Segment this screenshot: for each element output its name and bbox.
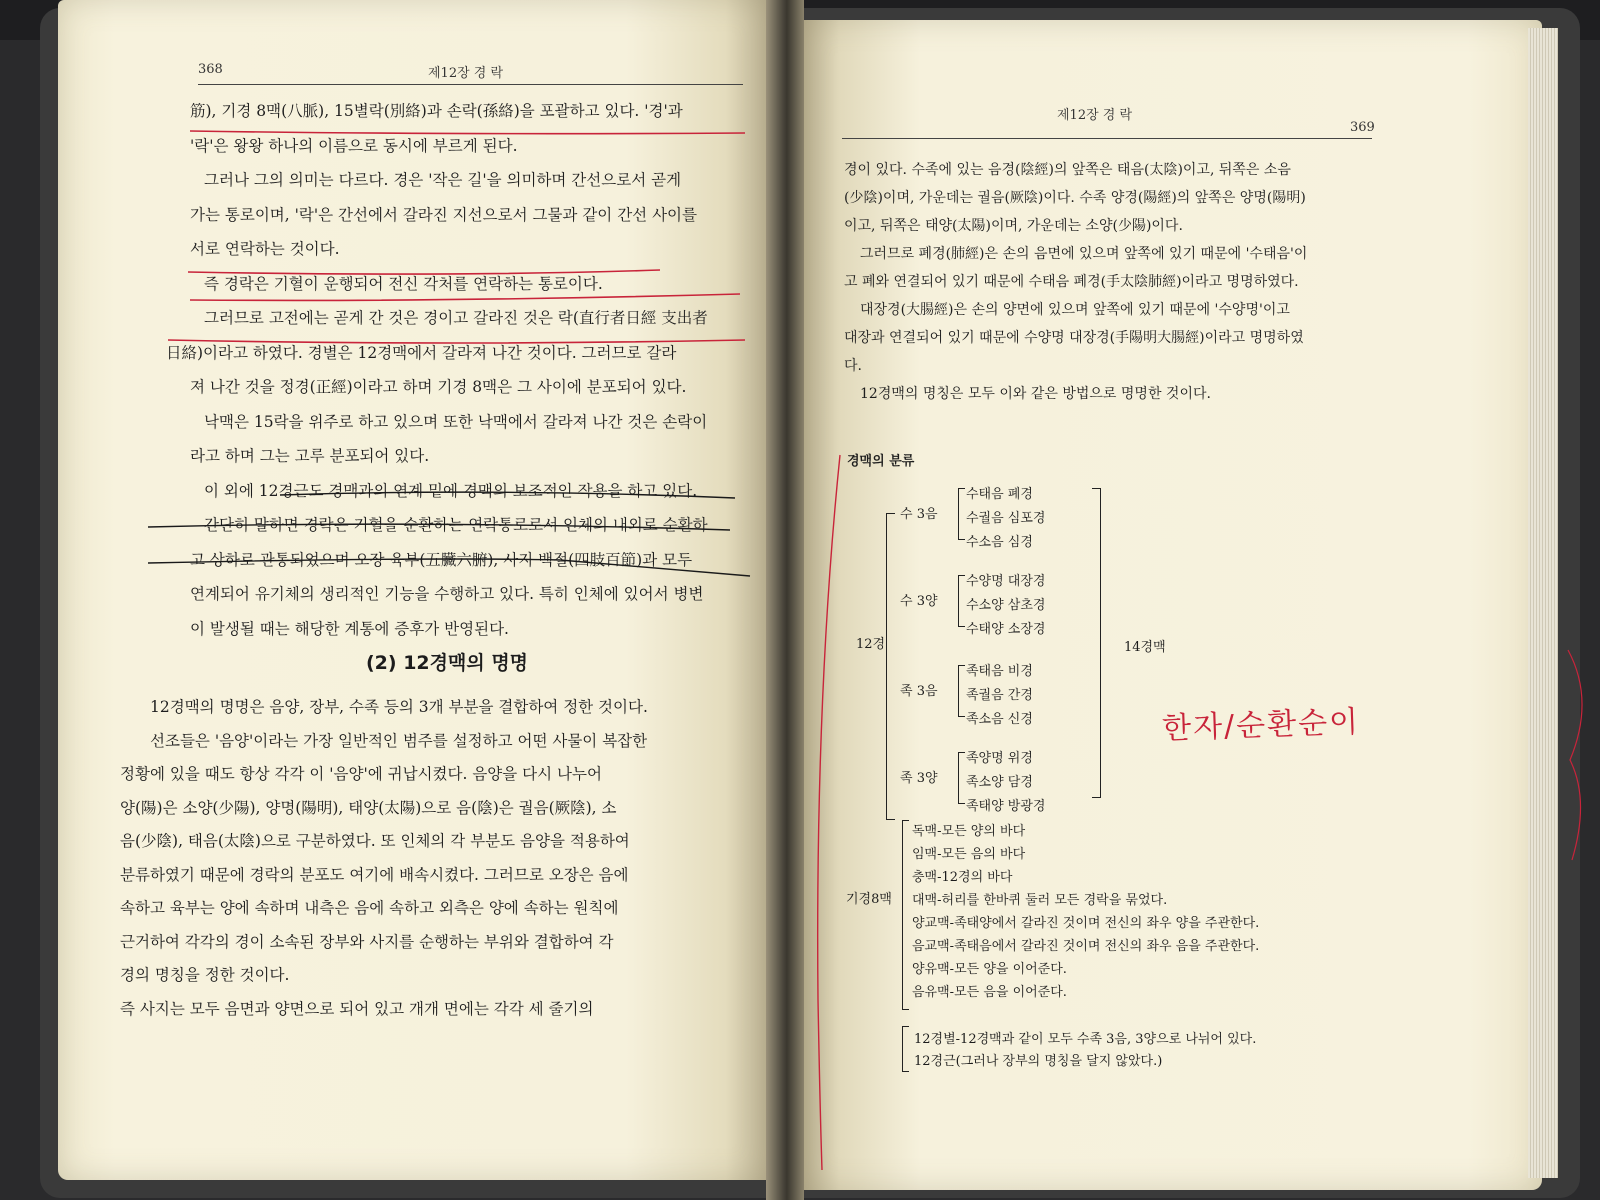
diagram-meridian-item: 수양명 대장경 — [966, 574, 1046, 589]
diagram-meridian-item: 수궐음 심포경 — [966, 511, 1046, 526]
left-text-line: 속하고 육부는 양에 속하며 내측은 음에 속하고 외측은 양에 속하는 원칙에 — [120, 899, 619, 917]
diagram-meridian-item: 족양명 위경 — [966, 751, 1033, 766]
right-text-line: 그러므로 폐경(肺經)은 손의 음면에 있으며 앞쪽에 있기 때문에 '수태음'이 — [860, 246, 1308, 262]
diagram-meridian-item: 족소양 담경 — [966, 775, 1033, 790]
right-text-line: 고 폐와 연결되어 있기 때문에 수태음 폐경(手太陰肺經)이라고 명명하였다. — [844, 274, 1299, 290]
left-text-line: 가는 통로이며, '락'은 간선에서 갈라진 지선으로서 그물과 같이 간선 사이를 — [190, 205, 697, 224]
brace-group-3 — [958, 665, 965, 717]
left-text-line: 그러므로 고전에는 곧게 간 것은 경이고 갈라진 것은 락(直行者日經 支出者 — [204, 309, 708, 327]
left-text-line: 낙맥은 15락을 위주로 하고 있으며 또한 낙맥에서 갈라져 나간 것은 손락이 — [204, 412, 708, 431]
diagram-meridian-item: 수태음 폐경 — [966, 487, 1033, 502]
brace-group-1 — [958, 488, 965, 540]
left-text-line: 연계되어 유기체의 생리적인 기능을 수행하고 있다. 특히 인체에 있어서 병변 — [190, 585, 704, 603]
section-heading: (2) 12경맥의 명명 — [366, 652, 529, 674]
left-page-number: 368 — [198, 62, 223, 77]
left-text-line: 즉 사지는 모두 음면과 양면으로 되어 있고 개개 면에는 각각 세 줄기의 — [120, 999, 594, 1018]
left-text-line: 간단히 말하면 경락은 기혈을 순환하는 연락통로로서 인체의 내외로 순환하 — [204, 516, 708, 534]
diagram-meridian-item: 족소음 신경 — [966, 712, 1033, 727]
left-text-line: 져 나간 것을 정경(正經)이라고 하며 기경 8맥은 그 사이에 분포되어 있다. — [190, 378, 687, 396]
right-text-line: (少陰)이며, 가운데는 궐음(厥陰)이다. 수족 양경(陽經)의 앞쪽은 양명(陽明) — [844, 190, 1306, 206]
diagram-root-label: 12경 — [856, 637, 886, 652]
diagram-extra-item: 음유맥-모든 음을 이어준다. — [912, 985, 1067, 1000]
diagram-footer-item: 12경근(그러나 장부의 명칭을 달지 않았다.) — [914, 1054, 1163, 1069]
left-text-line: 그러나 그의 의미는 다르다. 경은 '작은 길'을 의미하며 간선으로서 곧게 — [204, 171, 682, 189]
right-text-line: 다. — [844, 358, 862, 374]
right-page-number: 369 — [1350, 120, 1375, 135]
left-text-line: 이 외에 12경근도 경맥과의 연계 밑에 경맥의 보조적인 작용을 하고 있다. — [204, 481, 698, 500]
right-page — [802, 20, 1542, 1190]
left-text-line: 고 상하로 관통되었으며 오장 육부(五臟六腑), 사지 백절(四肢百節)과 모두 — [190, 550, 693, 569]
classification-subheading: 경맥의 분류 — [847, 454, 915, 469]
diagram-group-label: 수 3음 — [900, 507, 938, 522]
brace-extra-meridians — [902, 820, 909, 1010]
left-text-line: 이 발생될 때는 해당한 계통에 증후가 반영된다. — [190, 619, 509, 638]
left-text-line: 12경맥의 명명은 음양, 장부, 수족 등의 3개 부분을 결합하여 정한 것이다. — [150, 698, 648, 716]
book-gutter — [766, 0, 804, 1200]
left-text-line: 筋), 기경 8맥(八脈), 15별락(別絡)과 손락(孫絡)을 포괄하고 있다. '경'과 — [190, 102, 683, 120]
diagram-group-label: 족 3양 — [900, 771, 938, 786]
diagram-extra-item: 충맥-12경의 바다 — [912, 870, 1013, 885]
brace-14-meridians — [1092, 488, 1101, 798]
left-text-line: 양(陽)은 소양(少陽), 양명(陽明), 태양(太陽)으로 음(陰)은 궐음(厥陰), 소 — [120, 798, 617, 817]
brace-footer — [902, 1026, 909, 1072]
handwritten-note: 한자/순환순이 — [1161, 704, 1361, 747]
diagram-extra-item: 음교맥-족태음에서 갈라진 것이며 전신의 좌우 음을 주관한다. — [912, 939, 1260, 954]
right-text-line: 이고, 뒤쪽은 태양(太陽)이며, 가운데는 소양(少陽)이다. — [844, 218, 1183, 234]
left-text-line: 정황에 있을 때도 항상 각각 이 '음양'에 귀납시켰다. 음양을 다시 나누어 — [120, 765, 602, 783]
diagram-meridian-item: 족태음 비경 — [966, 664, 1033, 679]
diagram-meridian-item: 족궐음 간경 — [966, 688, 1033, 703]
brace-group-4 — [958, 752, 965, 804]
diagram-meridian-item: 수소양 삼초경 — [966, 598, 1046, 613]
right-header-rule — [842, 138, 1372, 139]
diagram-footer-item: 12경별-12경맥과 같이 모두 수족 3음, 3양으로 나뉘어 있다. — [914, 1032, 1257, 1047]
diagram-extra-label: 기경8맥 — [846, 892, 892, 907]
left-page — [58, 0, 768, 1180]
diagram-meridian-item: 족태양 방광경 — [966, 799, 1046, 814]
brace-group-2 — [958, 575, 965, 627]
right-text-line: 대장경(大腸經)은 손의 양면에 있으며 앞쪽에 있기 때문에 '수양명'이고 — [860, 302, 1290, 318]
diagram-total-label: 14경맥 — [1124, 640, 1166, 655]
brace-12-meridians — [886, 513, 895, 820]
left-text-line: 경의 명칭을 정한 것이다. — [120, 966, 290, 984]
diagram-extra-item: 임맥-모든 음의 바다 — [912, 847, 1026, 862]
page-edges — [1528, 28, 1558, 1178]
diagram-meridian-item: 수소음 심경 — [966, 535, 1033, 550]
diagram-extra-item: 대맥-허리를 한바퀴 둘러 모든 경락을 묶었다. — [912, 893, 1168, 908]
left-text-line: 서로 연락하는 것이다. — [190, 240, 340, 258]
diagram-extra-item: 양유맥-모든 양을 이어준다. — [912, 962, 1067, 977]
diagram-meridian-item: 수태양 소장경 — [966, 622, 1046, 637]
left-text-line: '락'은 왕왕 하나의 이름으로 동시에 부르게 된다. — [190, 136, 518, 155]
left-text-line: 라고 하며 그는 고루 분포되어 있다. — [190, 447, 430, 465]
left-text-line: 선조들은 '음양'이라는 가장 일반적인 범주를 설정하고 어떤 사물이 복잡한 — [150, 731, 648, 750]
left-text-line: 즉 경락은 기혈이 운행되어 전신 각처를 연락하는 통로이다. — [204, 274, 603, 293]
right-page-header: 제12장 경 락 — [1057, 108, 1133, 123]
left-text-line: 日絡)이라고 하였다. 경별은 12경맥에서 갈라져 나간 것이다. 그러므로 갈라 — [166, 343, 677, 362]
left-text-line: 분류하였기 때문에 경락의 분포도 여기에 배속시켰다. 그러므로 오장은 음에 — [120, 865, 629, 884]
diagram-extra-item: 독맥-모든 양의 바다 — [912, 824, 1026, 839]
left-header-rule — [198, 84, 743, 85]
left-text-line: 근거하여 각각의 경이 소속된 장부와 사지를 순행하는 부위와 결합하여 각 — [120, 932, 614, 951]
diagram-extra-item: 양교맥-족태양에서 갈라진 것이며 전신의 좌우 양을 주관한다. — [912, 916, 1260, 931]
diagram-group-label: 족 3음 — [900, 684, 938, 699]
right-text-line: 대장과 연결되어 있기 때문에 수양명 대장경(手陽明大腸經)이라고 명명하였 — [844, 330, 1304, 346]
left-text-line: 음(少陰), 태음(太陰)으로 구분하였다. 또 인체의 각 부분도 음양을 적용하여 — [120, 832, 630, 850]
left-page-header: 제12장 경 락 — [428, 66, 504, 81]
diagram-group-label: 수 3양 — [900, 594, 938, 609]
right-text-line: 12경맥의 명칭은 모두 이와 같은 방법으로 명명한 것이다. — [860, 386, 1211, 402]
right-text-line: 경이 있다. 수족에 있는 음경(陰經)의 앞쪽은 태음(太陰)이고, 뒤쪽은 소음 — [844, 162, 1291, 178]
